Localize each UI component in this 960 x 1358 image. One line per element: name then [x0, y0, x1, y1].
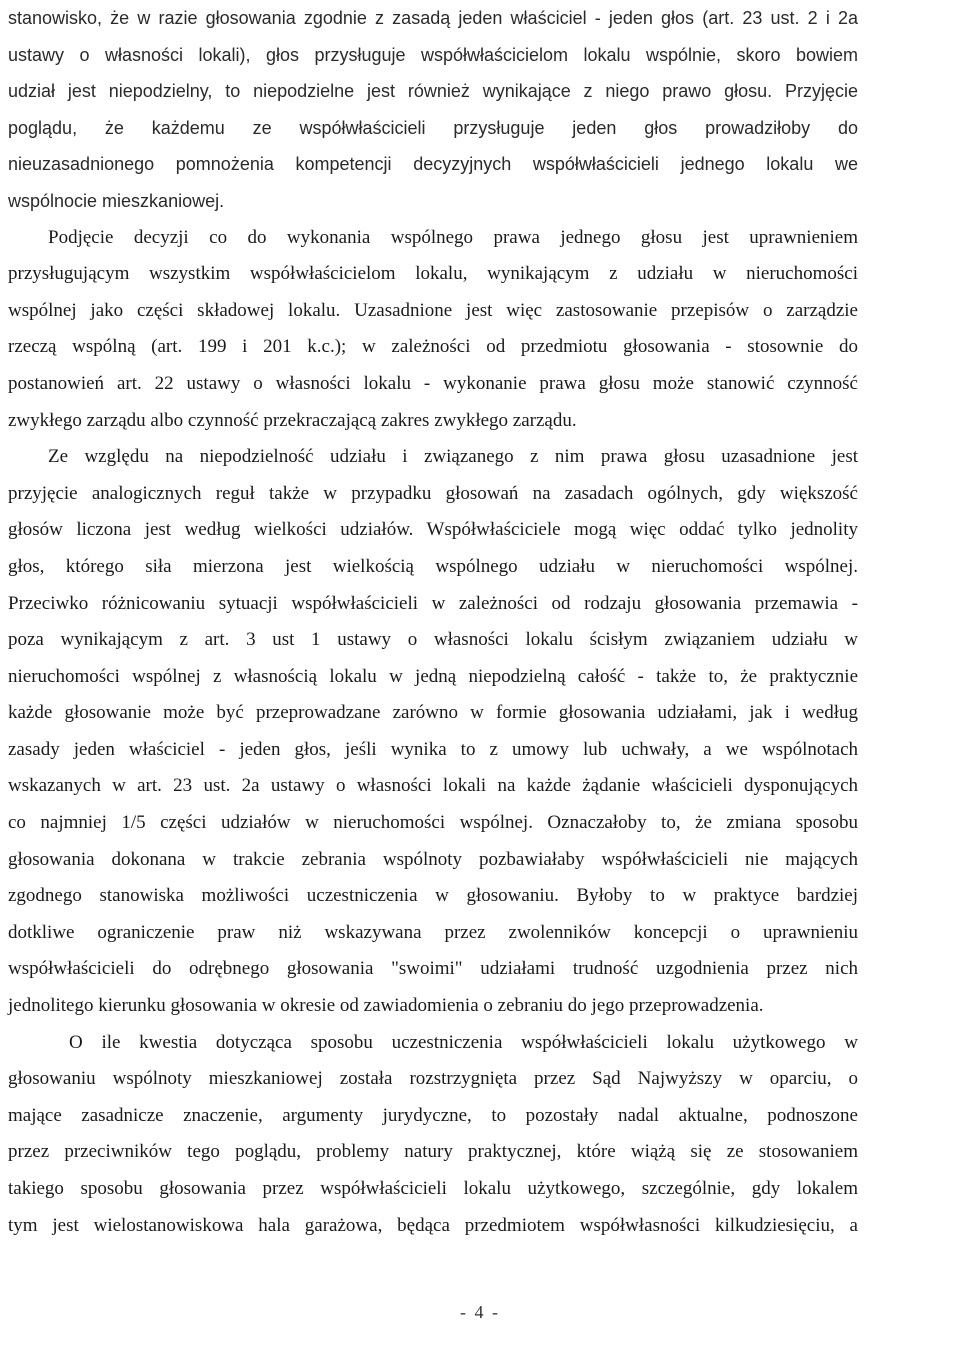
- text-line: wspólnocie mieszkaniowej.: [8, 190, 225, 211]
- text-line: tym jest wielostanowiskowa hala garażowa, będąca przedmiotem współwłasności kilkudziesięciu, a: [8, 1214, 858, 1236]
- text-line: jednolitego kierunku głosowania w okresie od zawiadomienia o zebraniu do jego przeprowadzenia.: [8, 995, 764, 1017]
- text-line: Podjęcie decyzji co do wykonania wspólnego prawa jednego głosu jest uprawnieniem: [48, 226, 858, 248]
- text-line: poglądu, że każdemu ze współwłaścicieli przysługuje jeden głos prowadziłoby do: [8, 117, 858, 138]
- text-line: współwłaścicieli do odrębnego głosowania "swoimi" udziałami trudność uzgodnienia przez nich: [8, 958, 858, 980]
- text-line: głosowaniu wspólnoty mieszkaniowej została rozstrzygnięta przez Sąd Najwyższy w oparciu, o: [8, 1068, 858, 1090]
- text-line: ustawy o własności lokali), głos przysługuje współwłaścicielom lokalu wspólnie, skoro bowiem: [8, 44, 858, 65]
- text-line: zgodnego stanowiska możliwości uczestniczenia w głosowaniu. Byłoby to w praktyce bardziej: [8, 885, 858, 907]
- text-line: poza wynikającym z art. 3 ust 1 ustawy o własności lokalu ścisłym związaniem udziału w: [8, 629, 858, 651]
- page-number: - 4 -: [460, 1302, 500, 1322]
- text-line: zasady jeden właściciel - jeden głos, jeśli wynika to z umowy lub uchwały, a we wspólnotach: [8, 738, 858, 760]
- document-body: [8, 0, 858, 1244]
- text-line: głosów liczona jest według wielkości udziałów. Współwłaściciele mogą więc oddać tylko jednolity: [8, 519, 858, 541]
- text-line: rzeczą wspólną (art. 199 i 201 k.c.); w zależności od przedmiotu głosowania - stosownie do: [8, 336, 858, 358]
- text-line: głosowania dokonana w trakcie zebrania wspólnoty pozbawiałaby współwłaścicieli nie mających: [8, 848, 858, 870]
- text-line: przysługującym wszystkim współwłaścicielom lokalu, wynikającym z udziału w nieruchomości: [8, 263, 858, 285]
- text-line: wspólnej jako części składowej lokalu. Uzasadnione jest więc zastosowanie przepisów o zarządzie: [8, 299, 858, 321]
- text-line: przez przeciwników tego poglądu, problemy natury praktycznej, które wiążą się ze stosowaniem: [8, 1141, 858, 1163]
- text-line: Ze względu na niepodzielność udziału i związanego z nim prawa głosu uzasadnione jest: [48, 446, 858, 468]
- text-line: dotkliwe ograniczenie praw niż wskazywana przez zwolenników koncepcji o uprawnieniu: [8, 921, 858, 943]
- text-line: udział jest niepodzielny, to niepodzielne jest również wynikające z niego prawo głosu. Przyjęcie: [8, 81, 858, 102]
- text-line: co najmniej 1/5 części udziałów w nieruchomości wspólnej. Oznaczałoby to, że zmiana sposobu: [8, 812, 858, 834]
- text-line: nieuzasadnionego pomnożenia kompetencji decyzyjnych współwłaścicieli jednego lokalu we: [8, 154, 858, 175]
- text-line: stanowisko, że w razie głosowania zgodnie z zasadą jeden właściciel - jeden głos (art. 23 ust. 2 i 2a: [8, 8, 858, 28]
- text-line: zwykłego zarządu albo czynność przekraczającą zakres zwykłego zarządu.: [8, 409, 577, 431]
- text-line: postanowień art. 22 ustawy o własności lokalu - wykonanie prawa głosu może stanowić czynność: [8, 372, 858, 394]
- text-line: mające zasadnicze znaczenie, argumenty jurydyczne, to pozostały nadal aktualne, podnoszone: [8, 1104, 858, 1126]
- text-line: nieruchomości wspólnej z własnością lokalu w jedną niepodzielną całość - także to, że praktycznie: [8, 665, 858, 687]
- text-line: każde głosowanie może być przeprowadzane zarówno w formie głosowania udziałami, jak i według: [8, 702, 858, 724]
- text-line: Przeciwko różnicowaniu sytuacji współwłaścicieli w zależności od rodzaju głosowania przemawia -: [8, 592, 858, 614]
- text-line: przyjęcie analogicznych reguł także w przypadku głosowań na zasadach ogólnych, gdy większość: [8, 482, 858, 504]
- text-line: takiego sposobu głosowania przez współwłaścicieli lokalu użytkowego, szczególnie, gdy lokalem: [8, 1178, 858, 1199]
- text-line: O ile kwestia dotycząca sposobu uczestniczenia współwłaścicieli lokalu użytkowego w: [69, 1031, 858, 1053]
- text-line: wskazanych w art. 23 ust. 2a ustawy o własności lokali na każde żądanie właścicieli dysponujących: [8, 775, 858, 797]
- text-line: głos, którego siła mierzona jest wielkością wspólnego udziału w nieruchomości wspólnej.: [8, 555, 858, 577]
